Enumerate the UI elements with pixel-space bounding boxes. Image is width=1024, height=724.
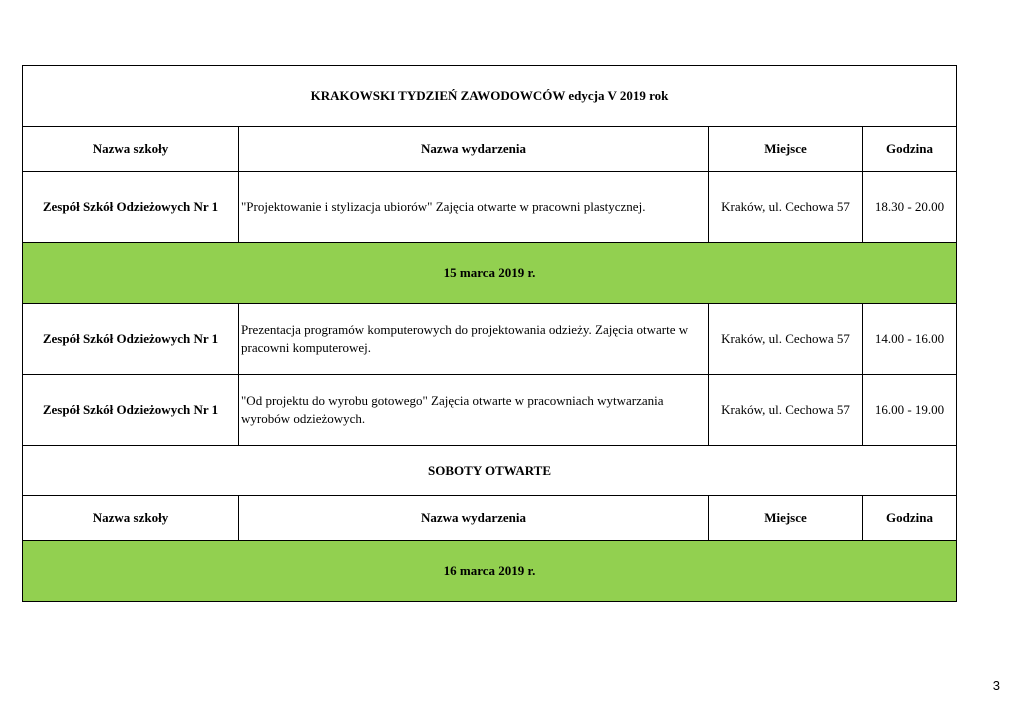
- table-title: KRAKOWSKI TYDZIEŃ ZAWODOWCÓW edycja V 2019 rok: [23, 66, 957, 127]
- hours-cell: 16.00 - 19.00: [863, 375, 957, 446]
- header-hours: Godzina: [863, 496, 957, 541]
- title-row: [23, 66, 957, 127]
- header-hours: Godzina: [863, 127, 957, 172]
- school-cell: Zespół Szkół Odzieżowych Nr 1: [23, 172, 239, 243]
- hours-cell: 14.00 - 16.00: [863, 304, 957, 375]
- header-row: [23, 496, 957, 541]
- header-school: Nazwa szkoły: [23, 127, 239, 172]
- table-row: [23, 304, 957, 375]
- date-row: [23, 541, 957, 602]
- date-heading: 15 marca 2019 r.: [23, 243, 957, 304]
- place-cell: Kraków, ul. Cechowa 57: [709, 375, 863, 446]
- event-cell: "Projektowanie i stylizacja ubiorów" Zajęcia otwarte w pracowni plastycznej.: [239, 172, 709, 243]
- schedule-table: [22, 65, 957, 602]
- place-cell: Kraków, ul. Cechowa 57: [709, 304, 863, 375]
- table-row: [23, 172, 957, 243]
- section-row: [23, 446, 957, 496]
- school-cell: Zespół Szkół Odzieżowych Nr 1: [23, 375, 239, 446]
- date-row: [23, 243, 957, 304]
- header-event: Nazwa wydarzenia: [239, 496, 709, 541]
- header-place: Miejsce: [709, 127, 863, 172]
- section-title: SOBOTY OTWARTE: [23, 446, 957, 496]
- header-row: [23, 127, 957, 172]
- page-number: 3: [992, 678, 1000, 693]
- date-heading: 16 marca 2019 r.: [23, 541, 957, 602]
- hours-cell: 18.30 - 20.00: [863, 172, 957, 243]
- header-school: Nazwa szkoły: [23, 496, 239, 541]
- place-cell: Kraków, ul. Cechowa 57: [709, 172, 863, 243]
- header-place: Miejsce: [709, 496, 863, 541]
- header-event: Nazwa wydarzenia: [239, 127, 709, 172]
- event-cell: "Od projektu do wyrobu gotowego" Zajęcia otwarte w pracowniach wytwarzania wyrobów odzieżowych.: [239, 375, 709, 446]
- table-row: [23, 375, 957, 446]
- school-cell: Zespół Szkół Odzieżowych Nr 1: [23, 304, 239, 375]
- event-cell: Prezentacja programów komputerowych do projektowania odzieży. Zajęcia otwarte w pracowni komputerowej.: [239, 304, 709, 375]
